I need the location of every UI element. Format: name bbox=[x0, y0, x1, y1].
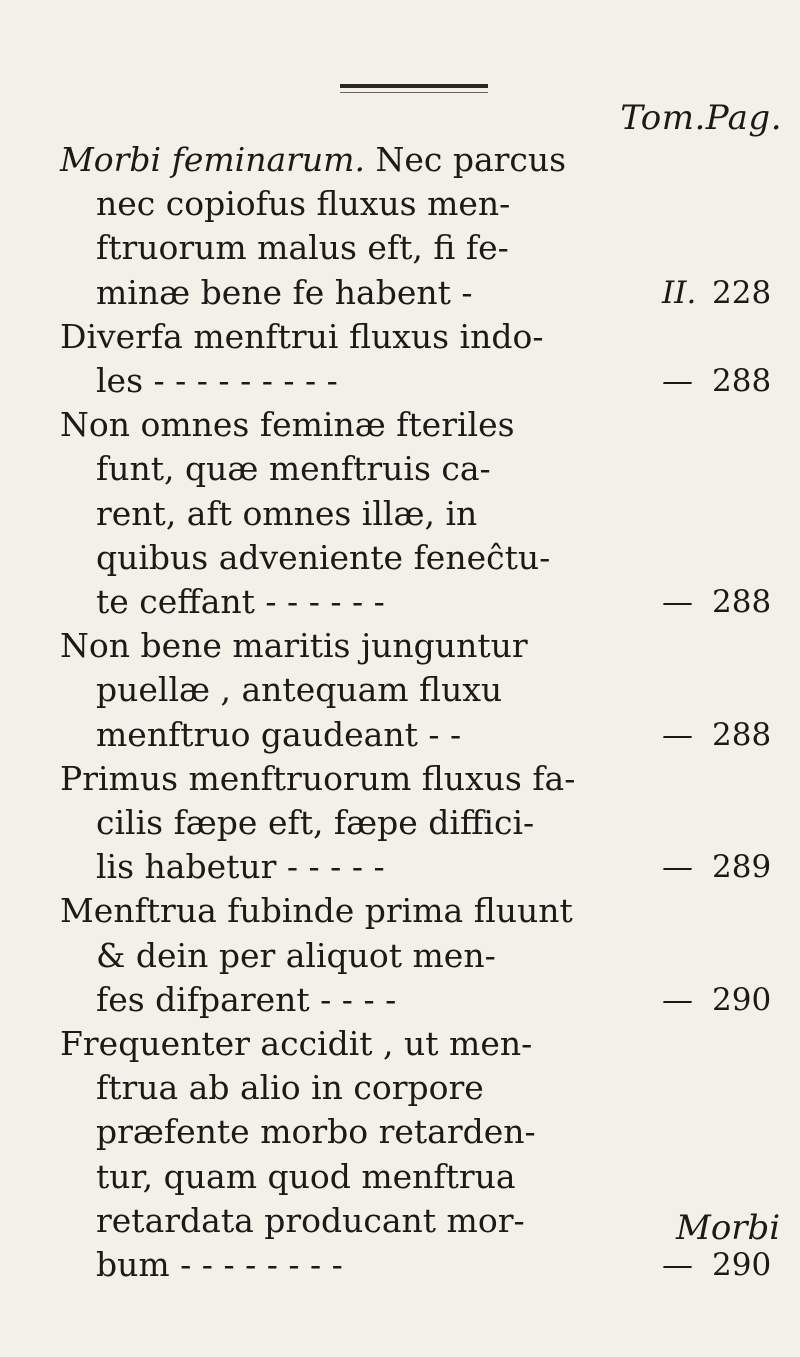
volume-ref: — bbox=[662, 716, 693, 753]
index-line bbox=[0, 1243, 800, 1287]
entry-heading bbox=[60, 403, 515, 447]
index-line bbox=[0, 1022, 800, 1066]
volume-ref: — bbox=[662, 363, 693, 399]
entry-text: quibus adveniente feneĉtu- bbox=[96, 537, 551, 577]
catchword: Morbi bbox=[676, 1208, 781, 1248]
entry-continuation bbox=[96, 492, 477, 536]
index-line bbox=[0, 447, 800, 491]
entry-continuation bbox=[96, 978, 396, 1022]
entry-text: Diverfa menftrui fluxus indo- bbox=[60, 316, 544, 356]
entry-heading bbox=[60, 757, 575, 801]
running-head: Tom.Pag. bbox=[620, 98, 782, 138]
entry-continuation bbox=[96, 359, 338, 403]
entry-continuation bbox=[96, 580, 385, 624]
index-line bbox=[0, 182, 800, 226]
index-line bbox=[0, 359, 800, 403]
entry-continuation bbox=[96, 536, 550, 580]
volume-ref: II. bbox=[662, 274, 697, 311]
index-line bbox=[0, 1066, 800, 1110]
entry-text: cilis fæpe eft, fæpe diffici- bbox=[96, 803, 535, 842]
entry-continuation bbox=[96, 1155, 516, 1199]
entry-continuation bbox=[96, 845, 385, 889]
page-ref: 288 bbox=[712, 584, 772, 620]
index-line bbox=[0, 1155, 800, 1199]
index-line bbox=[0, 668, 800, 712]
index-line bbox=[0, 889, 800, 933]
page-ref: 288 bbox=[712, 716, 772, 753]
entry-text: præfente morbo retarden- bbox=[96, 1112, 536, 1152]
entry-text: Primus menftruorum fluxus fa- bbox=[60, 758, 576, 798]
entry-text: te ceffant - - - - - - bbox=[96, 582, 385, 621]
index-line bbox=[0, 138, 800, 182]
index-line bbox=[0, 624, 800, 668]
entry-text: tur, quam quod menftrua bbox=[96, 1156, 516, 1196]
entry-text: Frequenter accidit , ut men- bbox=[60, 1024, 533, 1063]
entry-text: Nec parcus bbox=[375, 140, 567, 179]
entry-text: retardata producant mor- bbox=[96, 1200, 525, 1240]
page-ref: 289 bbox=[712, 849, 772, 886]
entry-continuation bbox=[96, 801, 534, 845]
volume-ref: — bbox=[662, 849, 693, 886]
index-line bbox=[0, 492, 800, 536]
entry-text: fes difparent - - - - bbox=[96, 979, 397, 1019]
entry-continuation bbox=[96, 226, 509, 270]
volume-ref: — bbox=[662, 1247, 693, 1283]
entry-text: les - - - - - - - - - bbox=[96, 361, 338, 400]
entry-text: funt, quæ menftruis ca- bbox=[96, 449, 491, 489]
entry-heading bbox=[60, 624, 528, 668]
entry-continuation bbox=[96, 447, 491, 491]
index-line bbox=[0, 713, 800, 757]
entry-text: Non omnes feminæ fteriles bbox=[60, 405, 515, 445]
index-line bbox=[0, 315, 800, 359]
index-line bbox=[0, 226, 800, 270]
index-line bbox=[0, 934, 800, 978]
index-line bbox=[0, 801, 800, 845]
volume-ref: — bbox=[662, 584, 693, 620]
entry-continuation bbox=[96, 1110, 536, 1154]
page-ref: 290 bbox=[712, 981, 772, 1018]
entry-text: rent, aft omnes illæ, in bbox=[96, 493, 478, 533]
entry-heading bbox=[60, 889, 573, 933]
index-line bbox=[0, 403, 800, 447]
entry-continuation bbox=[96, 182, 510, 226]
entry-text: minæ bene fe habent - bbox=[96, 272, 473, 312]
page-ref: 290 bbox=[712, 1247, 772, 1283]
index-line bbox=[0, 978, 800, 1022]
header-rule bbox=[340, 84, 488, 88]
entry-continuation bbox=[96, 934, 496, 978]
index-line bbox=[0, 1110, 800, 1154]
entry-heading bbox=[60, 138, 566, 182]
entry-text: lis habetur - - - - - bbox=[96, 847, 385, 887]
entry-text: puellæ , antequam fluxu bbox=[96, 670, 503, 710]
entry-continuation bbox=[96, 271, 473, 315]
entry-text: bum - - - - - - - - bbox=[96, 1245, 343, 1284]
page-ref: 288 bbox=[712, 363, 772, 399]
entry-text: Non bene maritis junguntur bbox=[60, 626, 528, 666]
entry-text: ftruorum malus eft, fi fe- bbox=[96, 228, 509, 268]
index-line bbox=[0, 536, 800, 580]
running-header bbox=[0, 98, 800, 138]
entry-text: menftruo gaudeant - - bbox=[96, 714, 462, 754]
section-title: Morbi feminarum. bbox=[60, 140, 365, 179]
entry-text: ftrua ab alio in corpore bbox=[96, 1068, 484, 1108]
page-ref: 228 bbox=[712, 274, 772, 311]
index-line bbox=[0, 757, 800, 801]
header-rule-thin bbox=[340, 92, 488, 93]
index-line bbox=[0, 580, 800, 624]
entry-continuation bbox=[96, 668, 502, 712]
index-line bbox=[0, 845, 800, 889]
volume-ref: — bbox=[662, 981, 693, 1018]
index-line bbox=[0, 271, 800, 315]
entry-continuation bbox=[96, 713, 461, 757]
entry-text: nec copiofus fluxus men- bbox=[96, 184, 511, 224]
entry-continuation bbox=[96, 1243, 343, 1287]
entry-heading bbox=[60, 1022, 532, 1066]
entry-text: & dein per aliquot men- bbox=[96, 935, 496, 975]
entry-text: Menftrua fubinde prima fluunt bbox=[60, 891, 573, 931]
entry-heading bbox=[60, 315, 543, 359]
entry-continuation bbox=[96, 1066, 484, 1110]
entry-continuation bbox=[96, 1199, 525, 1243]
